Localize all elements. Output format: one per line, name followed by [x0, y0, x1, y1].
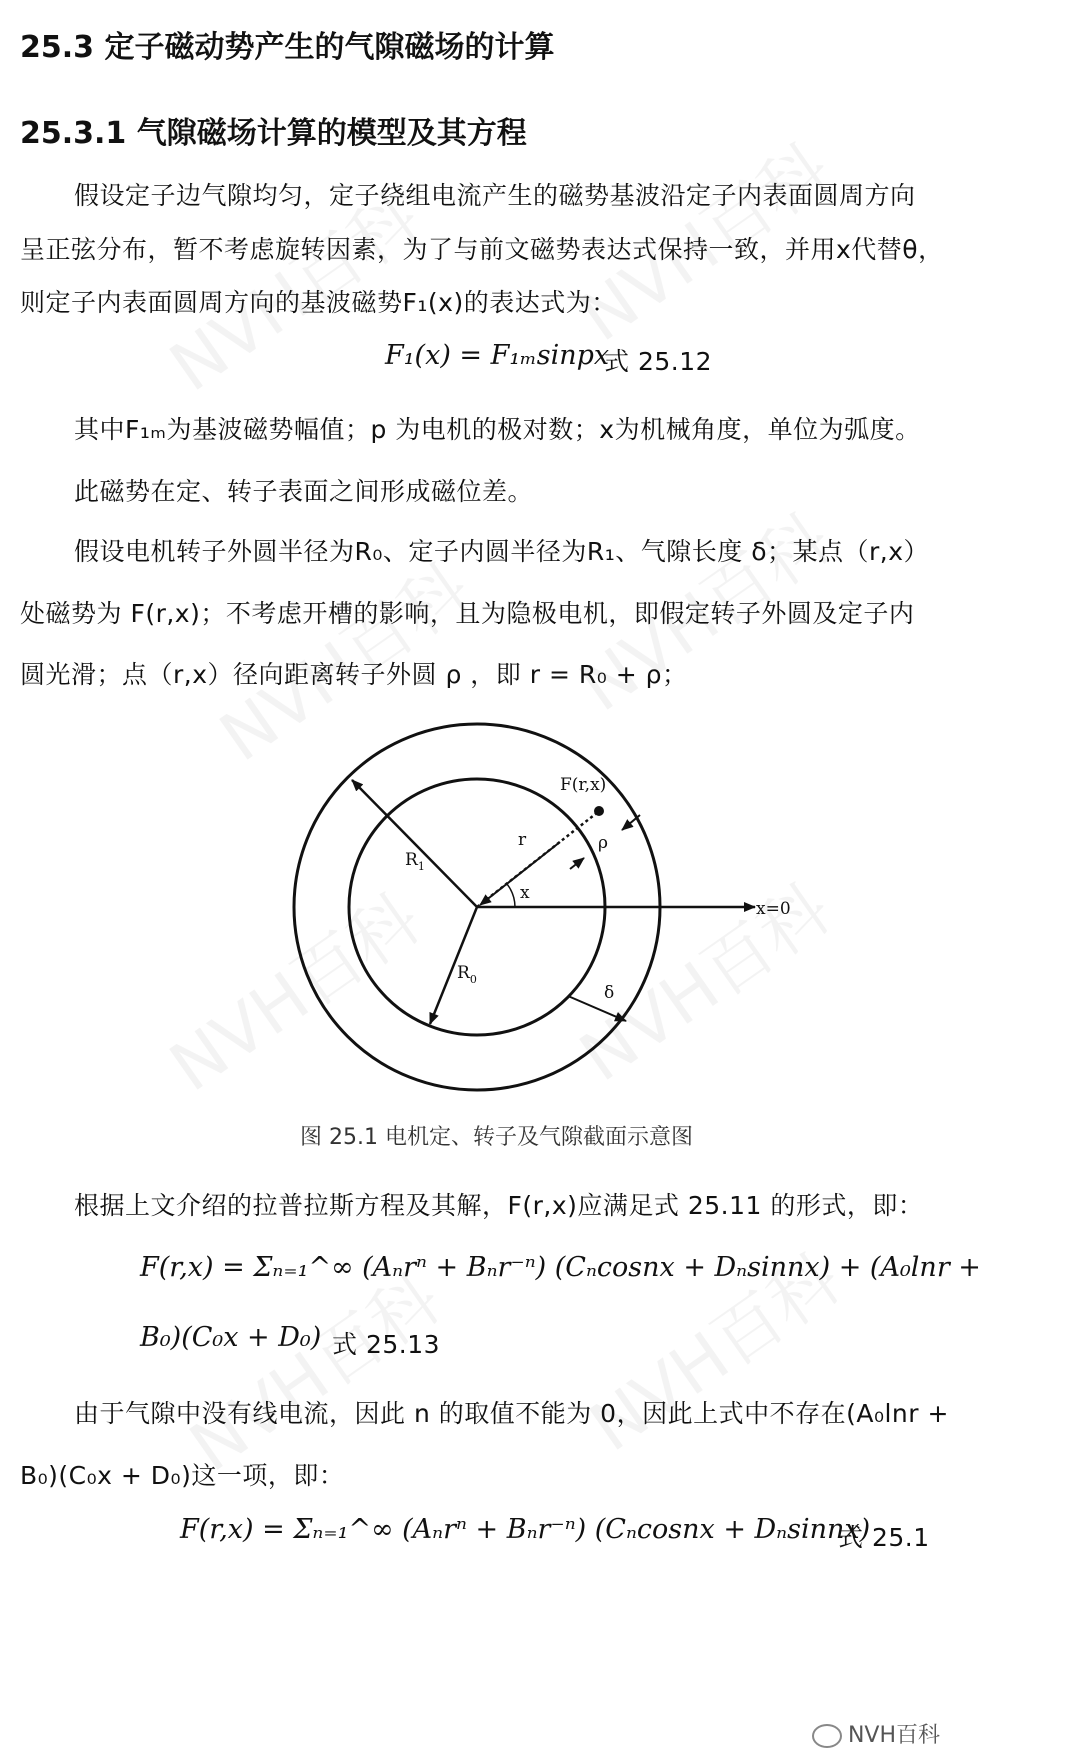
label-R0: $R_0$ — [457, 963, 477, 986]
equation-25-13-line-1: F(r,x) = Σₙ₌₁^∞ (Aₙrⁿ + Bₙr⁻ⁿ) (Cₙcosnx + Dₙsinnx) + (A₀lnr + — [140, 1252, 981, 1283]
rho-arrow-inner — [570, 858, 584, 869]
r1-arrow — [352, 780, 477, 907]
paragraph-4-line-2: 处磁势为 F(r,x)；不考虑开槽的影响，且为隐极电机，即假定转子外圆及定子内 — [20, 599, 915, 628]
label-r: r — [518, 830, 527, 850]
r0-arrow — [430, 907, 477, 1024]
equation-25-12: F₁(x) = F₁ₘsinpx — [385, 340, 610, 371]
label-F: F(r,x) — [560, 775, 607, 795]
equation-final: F(r,x) = Σₙ₌₁^∞ (Aₙrⁿ + Bₙr⁻ⁿ) (Cₙcosnx + Dₙsinnx) — [180, 1514, 871, 1545]
paragraph-1-line-3: 则定子内表面圆周方向的基波磁势F₁(x)的表达式为： — [20, 288, 617, 317]
paragraph-2: 其中F₁ₘ为基波磁势幅值；p 为电机的极对数；x为机械角度，单位为弧度。 — [74, 415, 921, 444]
label-x-angle: x — [520, 883, 530, 903]
paragraph-1-line-2: 呈正弦分布，暂不考虑旋转因素，为了与前文磁势表达式保持一致，并用x代替θ， — [20, 235, 944, 264]
footer-logo — [812, 1718, 940, 1749]
paragraph-6-line-2: B₀)(C₀x + D₀)这一项，即： — [20, 1461, 345, 1490]
angle-x-arc — [507, 884, 515, 907]
label-delta: δ — [604, 983, 615, 1003]
equation-final-tag: 式 25.1 — [838, 1523, 930, 1552]
wechat-icon — [812, 1724, 842, 1748]
label-rho: ρ — [598, 833, 608, 853]
figure-caption: 图 25.1 电机定、转子及气隙截面示意图 — [300, 1125, 693, 1150]
paragraph-4-line-1: 假设电机转子外圆半径为R₀、定子内圆半径为R₁、气隙长度 δ；某点（r,x） — [74, 537, 930, 566]
paragraph-1-line-1: 假设定子边气隙均匀，定子绕组电流产生的磁势基波沿定子内表面圆周方向 — [74, 181, 916, 210]
paragraph-6-line-1: 由于气隙中没有线电流，因此 n 的取值不能为 0，因此上式中不存在(A₀lnr + — [74, 1399, 949, 1428]
equation-25-13-tag: 式 25.13 — [332, 1330, 441, 1359]
label-R1: $R_1$ — [405, 850, 425, 873]
label-x0: x=0 — [756, 899, 791, 919]
delta-arrow — [568, 996, 626, 1021]
equation-25-12-tag: 式 25.12 — [604, 347, 713, 376]
rho-arrow-outer — [622, 815, 640, 830]
paragraph-5: 根据上文介绍的拉普拉斯方程及其解，F(r,x)应满足式 25.11 的形式，即： — [74, 1191, 924, 1220]
paragraph-3: 此磁势在定、转子表面之间形成磁位差。 — [74, 477, 534, 506]
section-title: 25.3 定子磁动势产生的气隙磁场的计算 — [20, 30, 555, 65]
footer-logo-text: NVH百科 — [847, 1723, 940, 1748]
subsection-title: 25.3.1 气隙磁场计算的模型及其方程 — [20, 116, 527, 151]
paragraph-4-line-3: 圆光滑；点（r,x）径向距离转子外圆 ρ ，即 r = R₀ + ρ； — [20, 660, 688, 689]
equation-25-13-line-2: B₀)(C₀x + D₀) — [140, 1322, 322, 1353]
field-point — [594, 806, 604, 816]
